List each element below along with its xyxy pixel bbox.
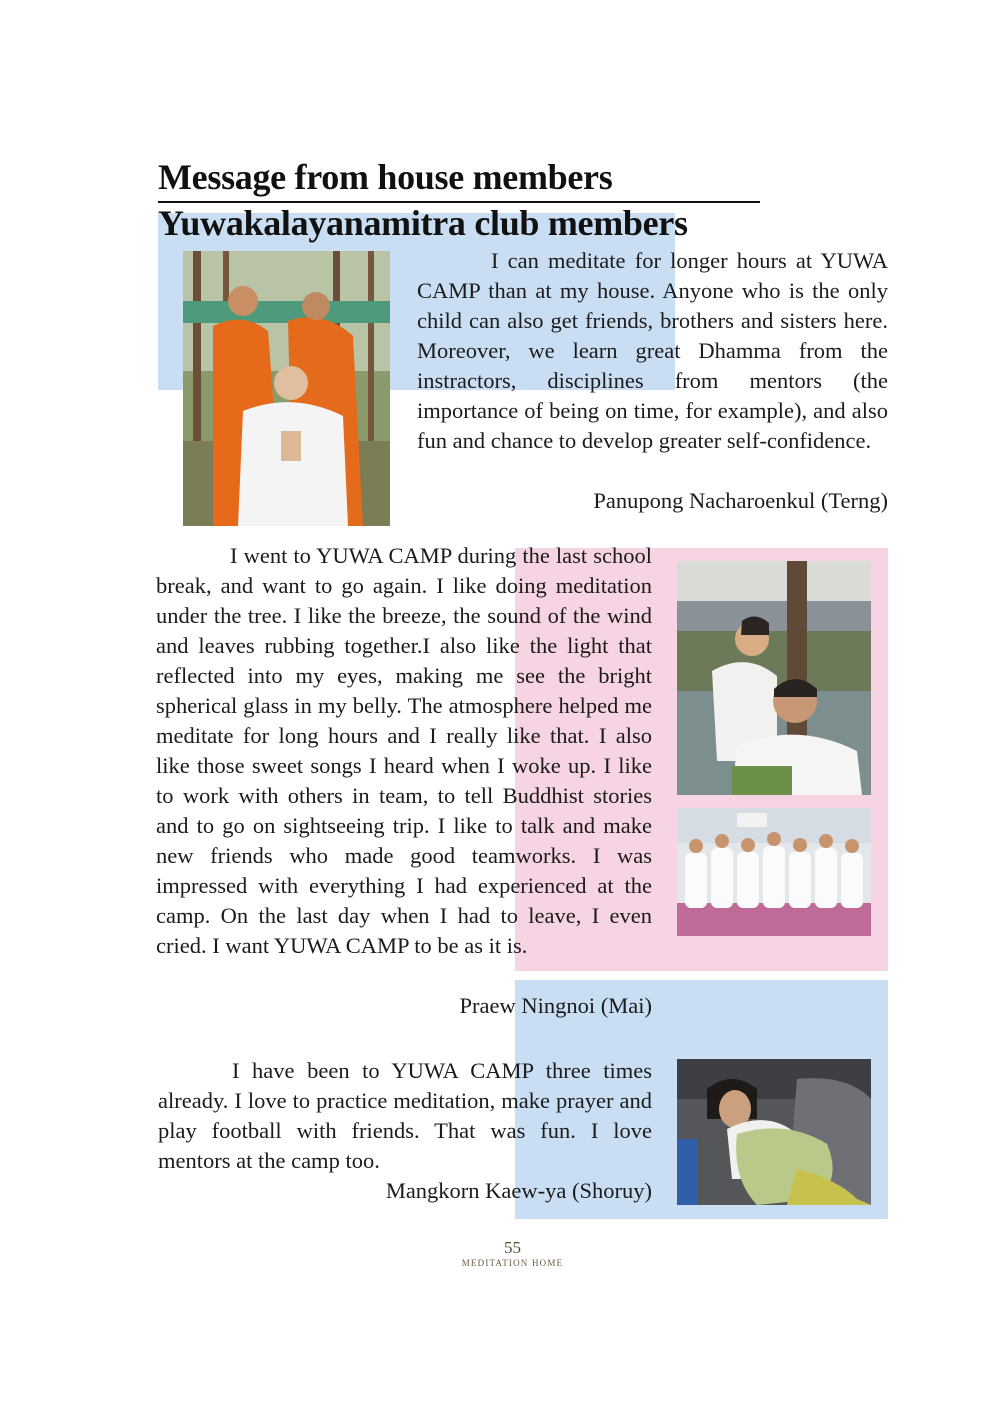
book-title: MEDITATION HOME — [461, 1258, 564, 1268]
message-3-body: I have been to YUWA CAMP three times already. I love to practice meditation, make prayer and play football with friends. That was fun. I love mentors at the camp too. — [158, 1058, 652, 1173]
message-3-text — [158, 1056, 652, 1176]
monks-photo — [183, 251, 390, 526]
message-1-author: Panupong Nacharoenkul (Terng) — [593, 488, 888, 513]
message-2-author: Praew Ningnoi (Mai) — [459, 993, 652, 1018]
sleeping-girl-photo — [677, 1059, 871, 1205]
haircut-photo — [677, 561, 871, 795]
message-2-body: I went to YUWA CAMP during the last school break, and want to go again. I like doing meditation under the tree. I like the breeze, the sound of the wind and leaves rubbing together.I also like the light that reflected into my eyes, making me see the bright spherical glass in my belly. The atmosphere helped me meditate for long hours and I really like that. I also like those sweet songs I heard when I woke up. I like to work with others in team, to tell Buddhist stories and to go on sightseeing trip. I like to talk and make new friends who made good teamworks. I was impressed with everything I had experienced at the camp. On the last day when I had to leave, I even cried. I want YUWA CAMP to be as it is. — [156, 543, 652, 958]
page-title: Message from house members — [158, 157, 613, 197]
page-number: 55 — [504, 1238, 521, 1257]
page-subtitle: Yuwakalayanamitra club members — [158, 203, 688, 243]
group-photo — [677, 808, 871, 936]
message-2-text — [156, 541, 652, 961]
message-1-text — [417, 246, 888, 456]
message-1-body: I can meditate for longer hours at YUWA CAMP than at my house. Anyone who is the only child can also get friends, brothers and sisters here. Moreover, we learn great Dhamma from the instractors, disciplines from mentors (the importance of being on time, for example), and also fun and chance to develop greater self-confidence. — [417, 248, 888, 453]
message-3-author: Mangkorn Kaew-ya (Shoruy) — [385, 1178, 652, 1203]
